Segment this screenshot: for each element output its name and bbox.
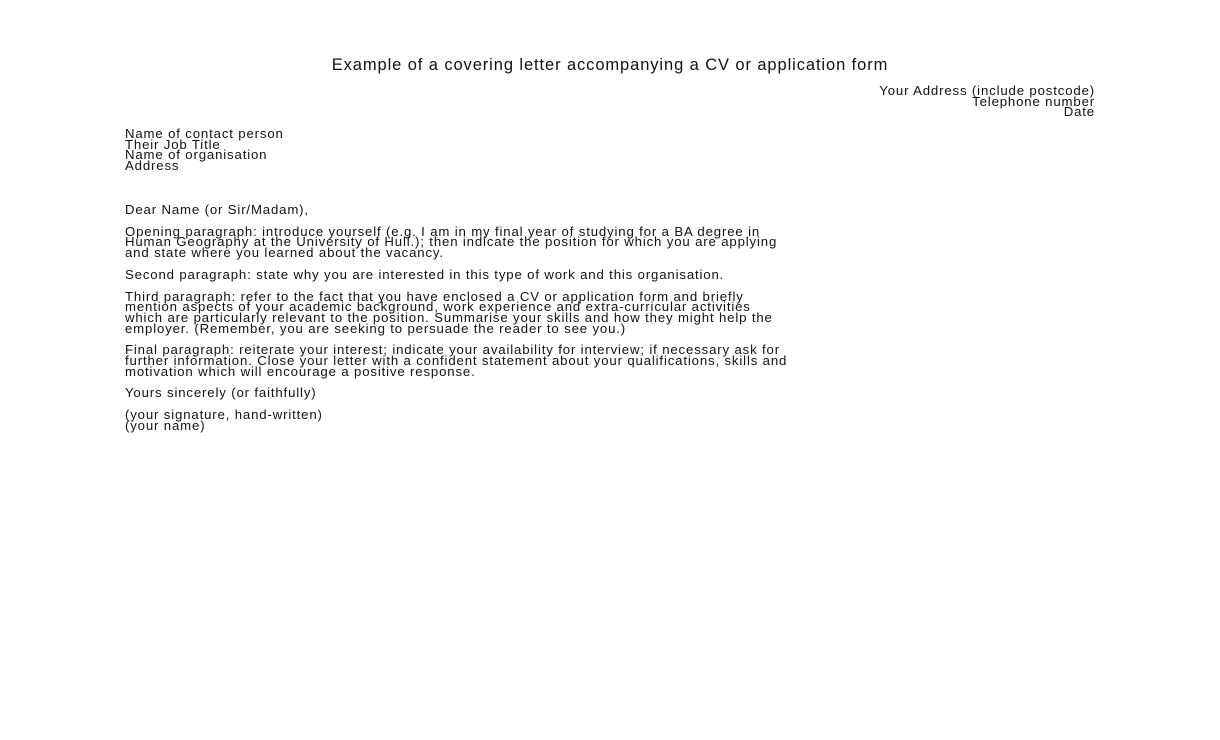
closing: [125, 385, 787, 401]
sender-telephone: Telephone number: [972, 93, 1095, 109]
paragraph-line: and state where you learned about the vacancy.: [125, 245, 444, 261]
final-paragraph: [125, 342, 788, 379]
paragraph-line: motivation which will encourage a positive response.: [125, 363, 476, 379]
paragraph-line: Third paragraph: refer to the fact that you have enclosed a CV or application form and briefly: [125, 288, 744, 304]
third-paragraph: [125, 288, 787, 336]
recipient-organisation: Name of organisation: [125, 147, 268, 163]
signature-line: (your signature, hand-written): [125, 407, 323, 423]
recipient-contact-name: Name of contact person: [125, 126, 284, 141]
recipient-job-title: Their Job Title: [125, 136, 221, 152]
sender-address: Your Address (include postcode): [879, 83, 1095, 98]
paragraph-line: Opening paragraph: introduce yourself (e.g. I am in my final year of studying for a BA degree in: [125, 223, 761, 239]
document-title: Example of a covering letter accompanying a CV or application form: [331, 56, 889, 74]
letter-body: [125, 202, 788, 443]
sender-date: Date: [1063, 104, 1095, 120]
paragraph-line: employer. (Remember, you are seeking to persuade the reader to see you.): [125, 320, 627, 336]
name-line: (your name): [125, 417, 206, 433]
paragraph-line: Human Geography at the University of Hull.); then indicate the position for which you are applying: [125, 234, 778, 250]
sender-details: [879, 83, 1095, 120]
recipient-details: [125, 126, 284, 174]
second-paragraph: [125, 266, 787, 282]
paragraph-line: which are particularly relevant to the position. Summarise your skills and how they might help the: [125, 309, 773, 325]
salutation: [125, 202, 787, 217]
salutation-text: Dear Name (or Sir/Madam),: [125, 202, 309, 217]
opening-paragraph: [125, 223, 787, 261]
signature-block: [125, 407, 787, 433]
paragraph-line: further information. Close your letter with a confident statement about your qualifications, skills and: [125, 353, 788, 369]
paragraph-line: mention aspects of your academic background, work experience and extra-curricular activities: [125, 299, 751, 315]
paragraph-line: Second paragraph: state why you are interested in this type of work and this organisation.: [125, 266, 725, 282]
paragraph-line: Final paragraph: reiterate your interest; indicate your availability for interview; if necessary ask for: [125, 342, 780, 358]
closing-text: Yours sincerely (or faithfully): [125, 385, 317, 401]
recipient-address: Address: [125, 158, 180, 174]
